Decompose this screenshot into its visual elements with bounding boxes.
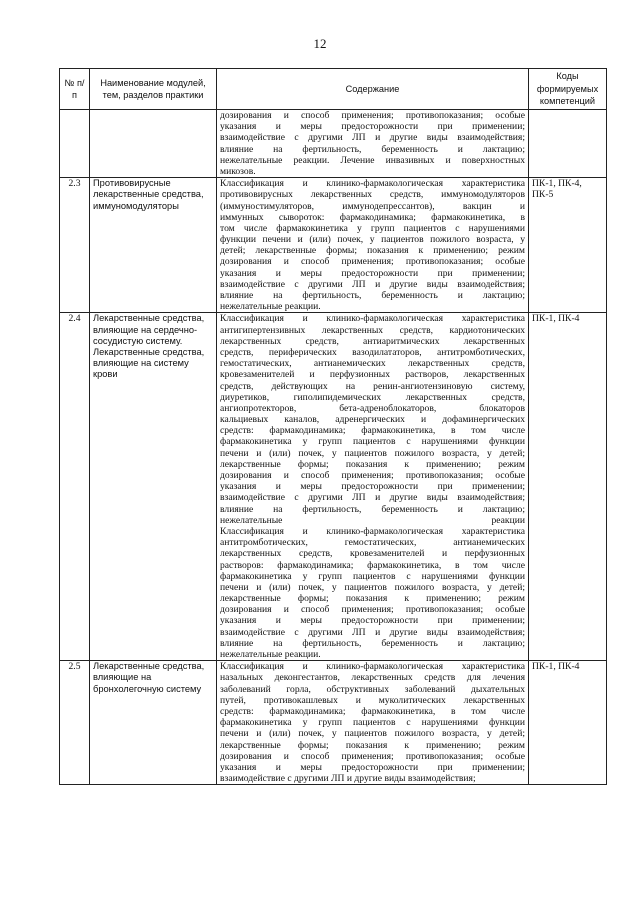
content-line: ангиопротекторов, бета-адреноблокаторов, блокаторов (220, 402, 525, 414)
content-line: влияние на фертильность, беременность и лактацию; (220, 637, 525, 649)
row-content (217, 661, 529, 785)
content-line: нежелательные реакции (220, 514, 525, 526)
content-line: функции печени и (или) почек, у пациентов пожилого возраста, у (220, 234, 525, 246)
header-name: Наименование модулей, тем, разделов практики (90, 69, 217, 110)
row-name: Противовирусные лекарственные средства, иммуномодуляторы (90, 178, 217, 313)
content-line: печени и (или) почек, у пациентов пожилого возраста, у детей; (220, 728, 525, 740)
header-codes: Коды формируемых компетенций (529, 69, 607, 110)
row-codes: ПК-1, ПК-4 (529, 661, 607, 785)
content-line: кровезаменителей и перфузионных растворов, лекарственных (220, 369, 525, 381)
content-line: иммунных сывороток: фармакодинамика; фармакокинетика, в (220, 211, 525, 223)
content-line: диуретиков, гиполипидемических лекарственных средств, (220, 391, 525, 403)
content-line: гемостатических, антианемических лекарственных средств, (220, 358, 525, 370)
row-codes: ПК-1, ПК-4 (529, 313, 607, 661)
table-row (60, 110, 607, 178)
row-name (90, 110, 217, 178)
content-line: антигипертензивных лекарственных средств, кардиотонических (220, 324, 525, 336)
content-line: лекарственных средств, антиаритмических лекарственных (220, 335, 525, 347)
content-line: взаимодействие с другими ЛП и другие виды взаимодействия; (220, 132, 525, 144)
content-line: указания и меры предосторожности при применении; (220, 481, 525, 493)
content-line: дозирования и способ применения; противопоказания; особые (220, 256, 525, 268)
row-content (217, 110, 529, 178)
content-line: (иммуностимуляторов, иммунодепрессантов), вакцин и (220, 200, 525, 212)
content-line: взаимодействие с другими ЛП и другие виды взаимодействия; (220, 492, 525, 504)
content-line: антитромботических, гемостатических, антианемических (220, 537, 525, 549)
page-number: 12 (313, 36, 327, 51)
content-line: микозов. (220, 165, 256, 177)
table-header-row (60, 69, 607, 110)
row-codes: ПК-1, ПК-4, ПК-5 (529, 178, 607, 313)
content-line: Классификация и клинико-фармакологическая характеристика (220, 525, 525, 537)
row-content (217, 178, 529, 313)
table-row (60, 661, 607, 785)
table-row (60, 313, 607, 661)
content-line: путей, противокашлевых и муколитических лекарственных (220, 694, 525, 706)
content-line: указания и меры предосторожности при применении; (220, 121, 525, 133)
content-line: лекарственные формы; показания к применению; режим (220, 458, 525, 470)
row-name: Лекарственные средства, влияющие на бронхолегочную систему (90, 661, 217, 785)
content-line: противовирусных лекарственных средств, иммуномодуляторов (220, 189, 525, 201)
content-line: указания и меры предосторожности при применении; (220, 615, 525, 627)
content-line: нежелательные реакции. Лечение инвазивных и поверхностных (220, 154, 525, 166)
content-line: средств: фармакодинамика; фармакокинетика, в том числе (220, 425, 525, 437)
row-number (60, 110, 90, 178)
content-line: том числе фармакокинетика у групп пациентов с нарушениями (220, 222, 525, 234)
content-line: Классификация и клинико-фармакологическая характеристика (220, 313, 525, 325)
content-line: нежелательные реакции. (220, 301, 321, 313)
row-number: 2.5 (60, 661, 90, 785)
content-line: средств, действующих на ренин-ангиотензиновую систему, (220, 380, 525, 392)
table-body (60, 110, 607, 785)
content-line: взаимодействие с другими ЛП и другие виды взаимодействия; (220, 278, 525, 290)
content-line: фармакокинетика у групп пациентов с нарушениями функции (220, 717, 525, 729)
content-line: печени и (или) почек, у пациентов пожилого возраста, у детей; (220, 581, 525, 593)
content-line: указания и меры предосторожности при применении; (220, 761, 525, 773)
content-line: назальных деконгестантов, лекарственных средств для лечения (220, 672, 525, 684)
content-line: печени и (или) почек, у пациентов пожилого возраста, у детей; (220, 447, 525, 459)
content-line: заболеваний горла, обструктивных заболеваний дыхательных (220, 683, 525, 695)
row-name: Лекарственные средства, влияющие на сердечно-сосудистую систему. Лекарственные средства, влияющие на систему крови (90, 313, 217, 661)
content-line: дозирования и способ применения; противопоказания; особые (220, 604, 525, 616)
row-codes (529, 110, 607, 178)
content-line: дозирования и способ применения; противопоказания; особые (220, 750, 525, 762)
content-line: взаимодействие с другими ЛП и другие виды взаимодействия; (220, 773, 476, 785)
content-line: фармакокинетика у групп пациентов с нарушениями функции (220, 436, 525, 448)
content-line: лекарственные формы; показания к применению; режим (220, 739, 525, 751)
content-line: указания и меры предосторожности при применении; (220, 267, 525, 279)
header-content: Содержание (217, 69, 529, 110)
table-row (60, 178, 607, 313)
content-line: Классификация и клинико-фармакологическая характеристика (220, 178, 525, 190)
content-line: средств: фармакодинамика; фармакокинетика, в том числе (220, 705, 525, 717)
content-line: Классификация и клинико-фармакологическая характеристика (220, 661, 525, 673)
content-line: взаимодействие с другими ЛП и другие виды взаимодействия; (220, 626, 525, 638)
content-line: влияние на фертильность, беременность и лактацию; (220, 503, 525, 515)
content-line: дозирования и способ применения; противопоказания; особые (220, 470, 525, 481)
content-line: влияние на фертильность, беременность и лактацию; (220, 143, 525, 155)
content-line: дозирования и способ применения; противопоказания; особые (220, 110, 525, 121)
content-line: лекарственные формы; показания к применению; режим (220, 593, 525, 605)
content-line: нежелательные реакции. (220, 649, 321, 660)
program-table (59, 68, 607, 785)
content-line: средств, периферических вазодилататоров, антитромботических, (220, 346, 525, 358)
content-line: кальциевых каналов, адренергических и дофаминергических (220, 414, 525, 426)
row-number: 2.4 (60, 313, 90, 661)
content-line: лекарственных средств, кровезаменителей и перфузионных (220, 548, 525, 560)
content-line: детей; лекарственные формы; показания к применению; режим (220, 245, 525, 257)
content-line: фармакокинетика у групп пациентов с нарушениями функции (220, 570, 525, 582)
content-line: влияние на фертильность, беременность и лактацию; (220, 290, 525, 301)
row-content (217, 313, 529, 661)
content-line: растворов: фармакодинамика; фармакокинетика, в том числе (220, 559, 525, 571)
row-number: 2.3 (60, 178, 90, 313)
header-num: № п/п (60, 69, 90, 110)
